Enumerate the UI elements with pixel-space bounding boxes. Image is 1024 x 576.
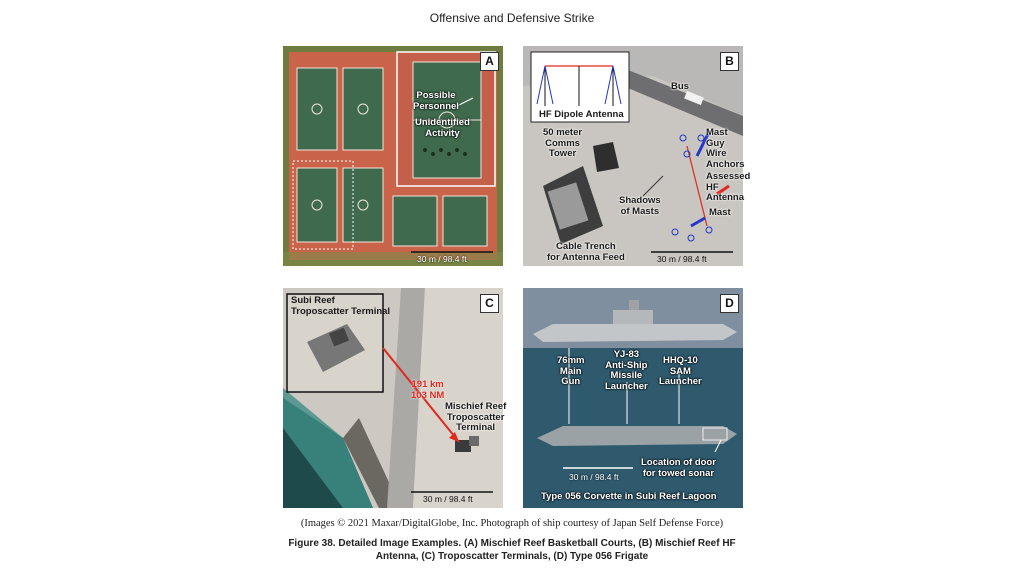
image-credit: (Images © 2021 Maxar/DigitalGlobe, Inc. Photograph of ship courtesy of Japan Self Defense Force) (300, 518, 724, 529)
panel-d-annotation-door: Location of door for towed sonar (641, 457, 716, 479)
panel-c-scale: 30 m / 98.4 ft (423, 494, 473, 504)
panel-c-inset-title: Subi Reef Troposcatter Terminal (291, 295, 391, 317)
panel-b-annotation-mast-anchors: Mast Guy Wire Anchors (706, 127, 745, 170)
panel-b-hf-antenna (523, 46, 751, 266)
panel-c-troposcatter (283, 288, 507, 508)
panel-a-label: A (480, 52, 499, 71)
panel-c-image (283, 288, 503, 508)
caption-line-1: Figure 38. Detailed Image Examples. (A) Mischief Reef Basketball Courts, (B) Mischief Reef HF (288, 538, 736, 549)
panel-d-annotation-hhq: HHQ-10 SAM Launcher (659, 355, 702, 387)
panel-a-basketball-courts (283, 46, 503, 266)
panel-d-type-056 (523, 288, 743, 508)
panel-d-scale: 30 m / 98.4 ft (569, 472, 619, 482)
panel-a-scale: 30 m / 98.4 ft (417, 254, 467, 264)
panel-b-annotation-bus: Bus (671, 81, 689, 92)
panel-d-annotation-gun: 76mm Main Gun (557, 355, 585, 387)
figure-title: Offensive and Defensive Strike (429, 11, 595, 25)
figure-caption (0, 537, 1024, 563)
panel-b-annotation-tower: 50 meter Comms Tower (543, 127, 583, 159)
panel-b-inset-title: HF Dipole Antenna (539, 109, 624, 120)
panel-b-annotation-trench: Cable Trench for Antenna Feed (547, 241, 625, 263)
panel-a-annotation-activity: Unidentified Activity (415, 117, 470, 139)
caption-line-2: Antenna, (C) Troposcatter Terminals, (D) Type 056 Frigate (375, 551, 649, 562)
panel-d-label: D (720, 294, 739, 313)
panel-c-distance: 191 km 103 NM (411, 379, 445, 401)
panel-c-label: C (480, 294, 499, 313)
panel-b-scale: 30 m / 98.4 ft (657, 254, 707, 264)
panel-d-bottom-caption: Type 056 Corvette in Subi Reef Lagoon (541, 491, 717, 502)
panel-d-annotation-yj83: YJ-83 Anti-Ship Missile Launcher (605, 349, 648, 392)
panel-b-label: B (720, 52, 739, 71)
panel-b-annotation-assessed: Assessed HF Antenna (706, 171, 751, 203)
panel-b-annotation-shadows: Shadows of Masts (619, 195, 661, 217)
panel-a-image (283, 46, 503, 266)
panel-b-annotation-mast: Mast (709, 207, 731, 218)
panel-c-annotation-mischief: Mischief Reef Troposcatter Terminal (445, 401, 507, 433)
panel-a-annotation-personnel: Possible Personnel (413, 90, 459, 112)
